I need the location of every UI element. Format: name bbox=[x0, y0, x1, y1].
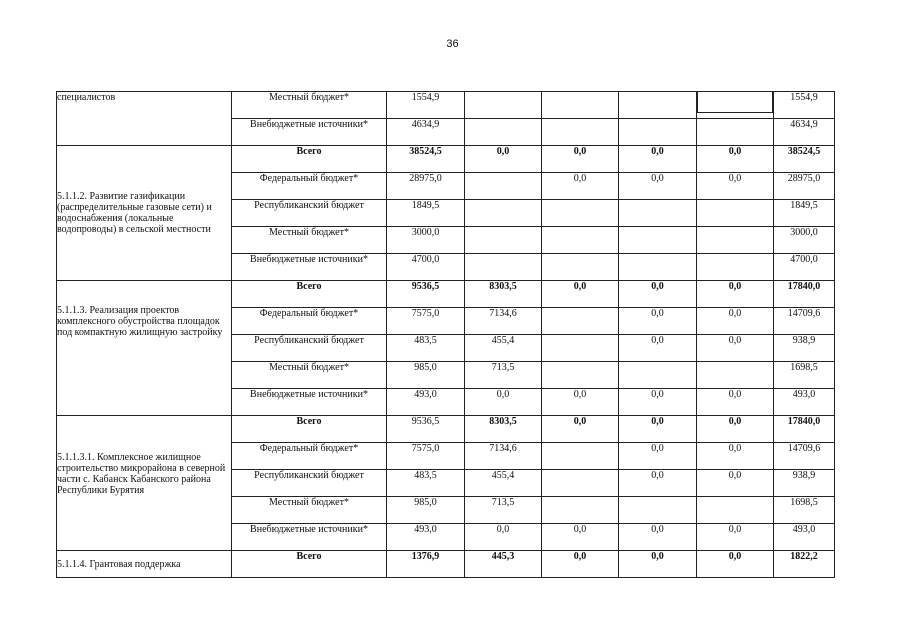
funding-source: Республиканский бюджет bbox=[232, 470, 387, 497]
page-number: 36 bbox=[446, 38, 459, 50]
total-cell: 493,0 bbox=[774, 524, 835, 551]
budget-table bbox=[56, 91, 835, 578]
funding-source: Всего bbox=[232, 146, 387, 173]
value-cell bbox=[465, 227, 542, 254]
total-cell: 3000,0 bbox=[774, 227, 835, 254]
value-cell: 0,0 bbox=[697, 551, 774, 578]
table-row bbox=[57, 146, 835, 173]
value-cell: 493,0 bbox=[387, 389, 465, 416]
total-cell: 4700,0 bbox=[774, 254, 835, 281]
value-cell bbox=[542, 308, 619, 335]
value-cell: 455,4 bbox=[465, 335, 542, 362]
value-cell: 0,0 bbox=[542, 173, 619, 200]
total-cell: 1822,2 bbox=[774, 551, 835, 578]
value-cell bbox=[542, 362, 619, 389]
value-cell: 7134,6 bbox=[465, 443, 542, 470]
value-cell: 4700,0 bbox=[387, 254, 465, 281]
funding-source: Всего bbox=[232, 416, 387, 443]
total-cell: 1849,5 bbox=[774, 200, 835, 227]
value-cell: 9536,5 bbox=[387, 281, 465, 308]
value-cell bbox=[697, 254, 774, 281]
value-cell bbox=[697, 497, 774, 524]
measure-description: 5.1.1.3. Реализация проектов комплексного обустройства площадок под компактную жилищную застройку bbox=[57, 281, 232, 416]
table-row bbox=[57, 551, 835, 578]
value-cell: 38524,5 bbox=[387, 146, 465, 173]
total-cell: 28975,0 bbox=[774, 173, 835, 200]
funding-source: Внебюджетные источники* bbox=[232, 524, 387, 551]
total-cell: 493,0 bbox=[774, 389, 835, 416]
value-cell bbox=[542, 470, 619, 497]
total-cell: 14709,6 bbox=[774, 443, 835, 470]
value-cell bbox=[619, 200, 697, 227]
value-cell: 7575,0 bbox=[387, 308, 465, 335]
value-cell: 0,0 bbox=[619, 308, 697, 335]
value-cell: 7134,6 bbox=[465, 308, 542, 335]
value-cell: 3000,0 bbox=[387, 227, 465, 254]
total-cell: 938,9 bbox=[774, 470, 835, 497]
value-cell bbox=[542, 92, 619, 119]
funding-source: Федеральный бюджет* bbox=[232, 173, 387, 200]
total-cell: 1554,9 bbox=[774, 92, 835, 119]
value-cell bbox=[465, 254, 542, 281]
total-cell: 4634,9 bbox=[774, 119, 835, 146]
funding-source: Местный бюджет* bbox=[232, 362, 387, 389]
value-cell: 713,5 bbox=[465, 362, 542, 389]
total-cell: 17840,0 bbox=[774, 281, 835, 308]
measure-description: 5.1.1.4. Грантовая поддержка bbox=[57, 551, 232, 578]
value-cell: 985,0 bbox=[387, 362, 465, 389]
value-cell bbox=[542, 335, 619, 362]
funding-source: Местный бюджет* bbox=[232, 497, 387, 524]
value-cell bbox=[542, 443, 619, 470]
funding-source: Местный бюджет* bbox=[232, 92, 387, 119]
funding-source: Местный бюджет* bbox=[232, 227, 387, 254]
value-cell: 0,0 bbox=[697, 389, 774, 416]
funding-source: Внебюджетные источники* bbox=[232, 389, 387, 416]
value-cell bbox=[465, 173, 542, 200]
measure-description: 5.1.1.2. Развитие газификации (распределительные газовые сети) и водоснабжения (локальные водопроводы) в сельской местности bbox=[57, 146, 232, 281]
value-cell: 713,5 bbox=[465, 497, 542, 524]
value-cell: 7575,0 bbox=[387, 443, 465, 470]
value-cell bbox=[619, 119, 697, 146]
value-cell: 0,0 bbox=[542, 146, 619, 173]
table-row bbox=[57, 92, 835, 119]
funding-source: Всего bbox=[232, 551, 387, 578]
value-cell: 0,0 bbox=[619, 389, 697, 416]
value-cell: 28975,0 bbox=[387, 173, 465, 200]
measure-description: специалистов bbox=[57, 92, 232, 146]
value-cell bbox=[697, 200, 774, 227]
value-cell: 0,0 bbox=[697, 281, 774, 308]
value-cell: 0,0 bbox=[619, 551, 697, 578]
value-cell bbox=[619, 497, 697, 524]
total-cell: 1698,5 bbox=[774, 497, 835, 524]
funding-source: Всего bbox=[232, 281, 387, 308]
value-cell: 0,0 bbox=[697, 443, 774, 470]
value-cell: 0,0 bbox=[697, 146, 774, 173]
value-cell bbox=[619, 227, 697, 254]
value-cell: 0,0 bbox=[697, 416, 774, 443]
value-cell: 0,0 bbox=[542, 551, 619, 578]
value-cell: 1849,5 bbox=[387, 200, 465, 227]
value-cell: 0,0 bbox=[542, 281, 619, 308]
value-cell: 493,0 bbox=[387, 524, 465, 551]
value-cell: 0,0 bbox=[697, 524, 774, 551]
total-cell: 17840,0 bbox=[774, 416, 835, 443]
value-cell: 8303,5 bbox=[465, 416, 542, 443]
value-cell: 0,0 bbox=[542, 524, 619, 551]
total-cell: 1698,5 bbox=[774, 362, 835, 389]
value-cell: 0,0 bbox=[619, 335, 697, 362]
value-cell bbox=[619, 92, 697, 119]
value-cell bbox=[619, 362, 697, 389]
total-cell: 938,9 bbox=[774, 335, 835, 362]
funding-source: Федеральный бюджет* bbox=[232, 308, 387, 335]
total-cell: 14709,6 bbox=[774, 308, 835, 335]
value-cell: 0,0 bbox=[619, 470, 697, 497]
table-row bbox=[57, 416, 835, 443]
value-cell bbox=[697, 362, 774, 389]
value-cell bbox=[697, 92, 774, 119]
value-cell: 4634,9 bbox=[387, 119, 465, 146]
value-cell bbox=[542, 497, 619, 524]
value-cell: 0,0 bbox=[465, 389, 542, 416]
value-cell bbox=[542, 254, 619, 281]
table-row bbox=[57, 281, 835, 308]
value-cell: 0,0 bbox=[697, 335, 774, 362]
funding-source: Внебюджетные источники* bbox=[232, 119, 387, 146]
funding-source: Федеральный бюджет* bbox=[232, 443, 387, 470]
measure-description: 5.1.1.3.1. Комплексное жилищное строительство микрорайона в северной части с. Кабанск Кабанского района Республики Бурятия bbox=[57, 416, 232, 551]
value-cell: 0,0 bbox=[619, 416, 697, 443]
value-cell bbox=[465, 119, 542, 146]
value-cell: 0,0 bbox=[465, 524, 542, 551]
value-cell bbox=[697, 227, 774, 254]
value-cell: 0,0 bbox=[619, 146, 697, 173]
value-cell: 455,4 bbox=[465, 470, 542, 497]
value-cell bbox=[542, 119, 619, 146]
value-cell: 9536,5 bbox=[387, 416, 465, 443]
value-cell: 0,0 bbox=[697, 173, 774, 200]
value-cell: 0,0 bbox=[619, 443, 697, 470]
funding-source: Республиканский бюджет bbox=[232, 335, 387, 362]
value-cell bbox=[619, 254, 697, 281]
value-cell: 985,0 bbox=[387, 497, 465, 524]
value-cell: 0,0 bbox=[619, 281, 697, 308]
funding-source: Внебюджетные источники* bbox=[232, 254, 387, 281]
value-cell: 8303,5 bbox=[465, 281, 542, 308]
value-cell: 0,0 bbox=[697, 308, 774, 335]
value-cell: 1376,9 bbox=[387, 551, 465, 578]
value-cell bbox=[542, 227, 619, 254]
value-cell: 0,0 bbox=[619, 173, 697, 200]
value-cell: 483,5 bbox=[387, 470, 465, 497]
value-cell: 0,0 bbox=[619, 524, 697, 551]
value-cell: 445,3 bbox=[465, 551, 542, 578]
value-cell: 0,0 bbox=[542, 389, 619, 416]
funding-source: Республиканский бюджет bbox=[232, 200, 387, 227]
total-cell: 38524,5 bbox=[774, 146, 835, 173]
value-cell: 0,0 bbox=[697, 470, 774, 497]
value-cell: 0,0 bbox=[542, 416, 619, 443]
value-cell: 483,5 bbox=[387, 335, 465, 362]
value-cell bbox=[542, 200, 619, 227]
value-cell bbox=[465, 200, 542, 227]
value-cell bbox=[465, 92, 542, 119]
value-cell: 1554,9 bbox=[387, 92, 465, 119]
value-cell: 0,0 bbox=[465, 146, 542, 173]
value-cell bbox=[697, 119, 774, 146]
